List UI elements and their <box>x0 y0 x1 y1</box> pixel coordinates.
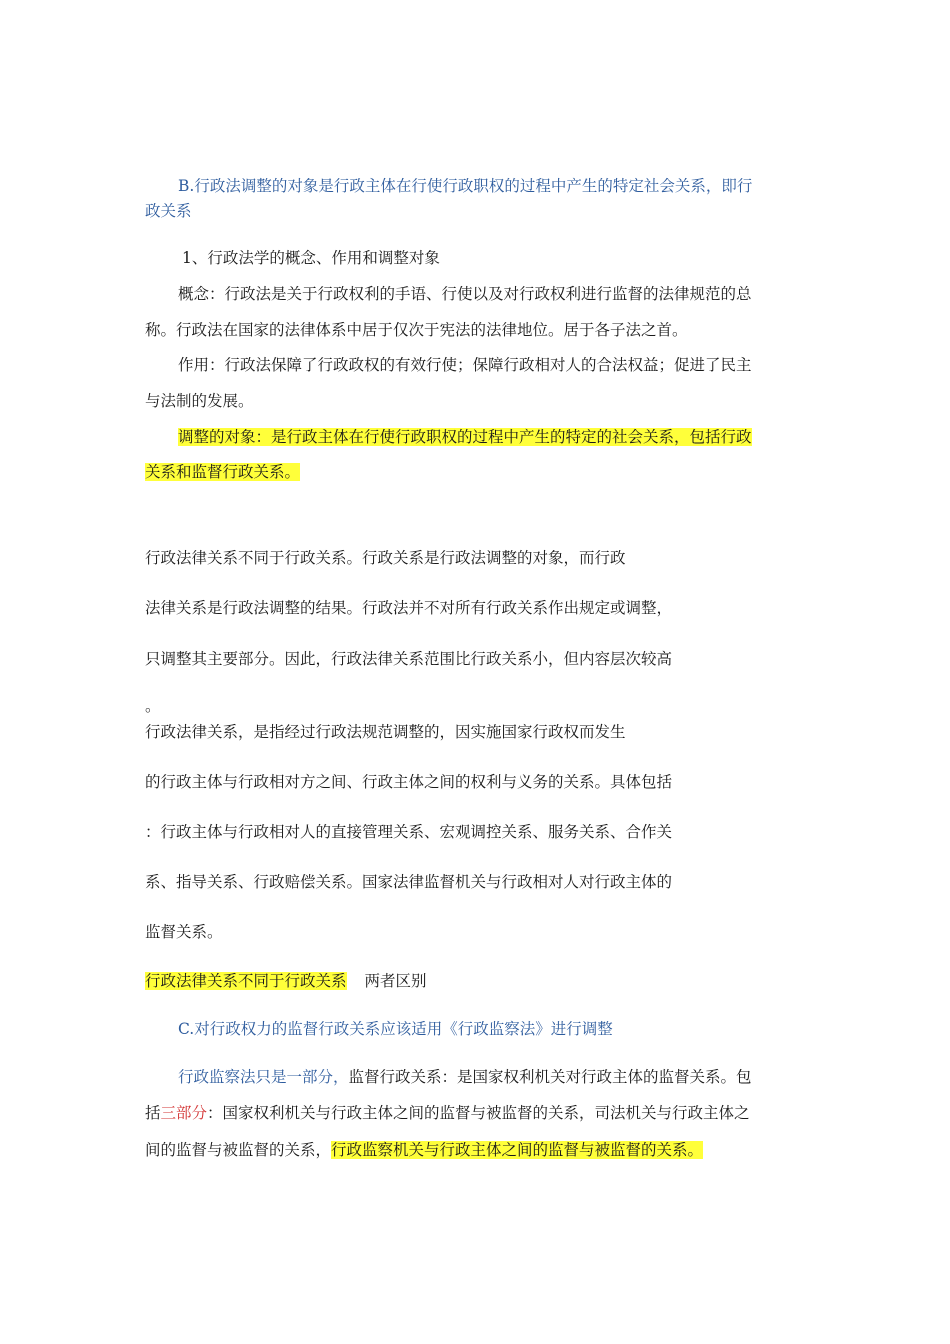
summary-highlight: 行政法律关系不同于行政关系 <box>145 972 347 990</box>
object-line2-highlight: 关系和监督行政关系。 <box>145 463 301 481</box>
diff-line3: 只调整其主要部分。因此，行政法律关系范围比行政关系小，但内容层次较高 <box>145 650 673 668</box>
section-1-title: 1、行政法学的概念、作用和调整对象 <box>182 249 440 267</box>
object-line1 <box>178 427 752 447</box>
supervision-line1-rest: 监督行政关系：是国家权利机关对行政主体的监督关系。包 <box>348 1068 752 1086</box>
def-line1: 行政法律关系，是指经过行政法规范调整的，因实施国家行政权而发生 <box>145 723 626 741</box>
supervision-line2-red: 三部分 <box>160 1104 208 1122</box>
diff-line1: 行政法律关系不同于行政关系。行政关系是行政法调整的对象，而行政 <box>145 549 626 567</box>
supervision-line2-rest: ：国家权利机关与行政主体之间的监督与被监督的关系，司法机关与行政主体之 <box>207 1104 750 1122</box>
supervision-line1 <box>178 1067 752 1087</box>
supervision-line2-prefix: 括 <box>145 1104 161 1122</box>
object-line2 <box>145 462 300 482</box>
b-heading-line1: B.行政法调整的对象是行政主体在行使行政职权的过程中产生的特定社会关系，即行 <box>178 177 753 195</box>
supervision-line3-plain: 间的监督与被监督的关系， <box>145 1141 332 1159</box>
object-line1-highlight: 调整的对象：是行政主体在行使行政职权的过程中产生的特定的社会关系，包括行政 <box>178 428 752 446</box>
def-line4: 系、指导关系、行政赔偿关系。国家法律监督机关与行政相对人对行政主体的 <box>145 873 673 891</box>
c-heading: C.对行政权力的监督行政关系应该适用《行政监察法》进行调整 <box>178 1020 613 1038</box>
function-line2: 与法制的发展。 <box>145 392 254 410</box>
supervision-line3-highlight: 行政监察机关与行政主体之间的监督与被监督的关系。 <box>331 1141 704 1159</box>
concept-line2: 称。行政法在国家的法律体系中居于仅次于宪法的法律地位。居于各子法之首。 <box>145 321 688 339</box>
supervision-line1-blue: 行政监察法只是一部分， <box>178 1068 349 1086</box>
def-line2: 的行政主体与行政相对方之间、行政主体之间的权利与义务的关系。具体包括 <box>145 773 673 791</box>
diff-line4: 。 <box>145 697 161 715</box>
summary-line <box>145 971 427 991</box>
def-line3: ：行政主体与行政相对人的直接管理关系、宏观调控关系、服务关系、合作关 <box>145 823 673 841</box>
supervision-line3 <box>145 1140 703 1160</box>
def-line5: 监督关系。 <box>145 923 223 941</box>
b-heading-line2: 政关系 <box>145 202 192 220</box>
supervision-line2 <box>145 1103 750 1123</box>
diff-line2: 法律关系是行政法调整的结果。行政法并不对所有行政关系作出规定或调整， <box>145 599 673 617</box>
summary-suffix: 两者区别 <box>364 972 427 990</box>
concept-line1: 概念：行政法是关于行政权利的手语、行使以及对行政权利进行监督的法律规范的总 <box>178 285 752 303</box>
function-line1: 作用：行政法保障了行政政权的有效行使；保障行政相对人的合法权益；促进了民主 <box>178 356 752 374</box>
